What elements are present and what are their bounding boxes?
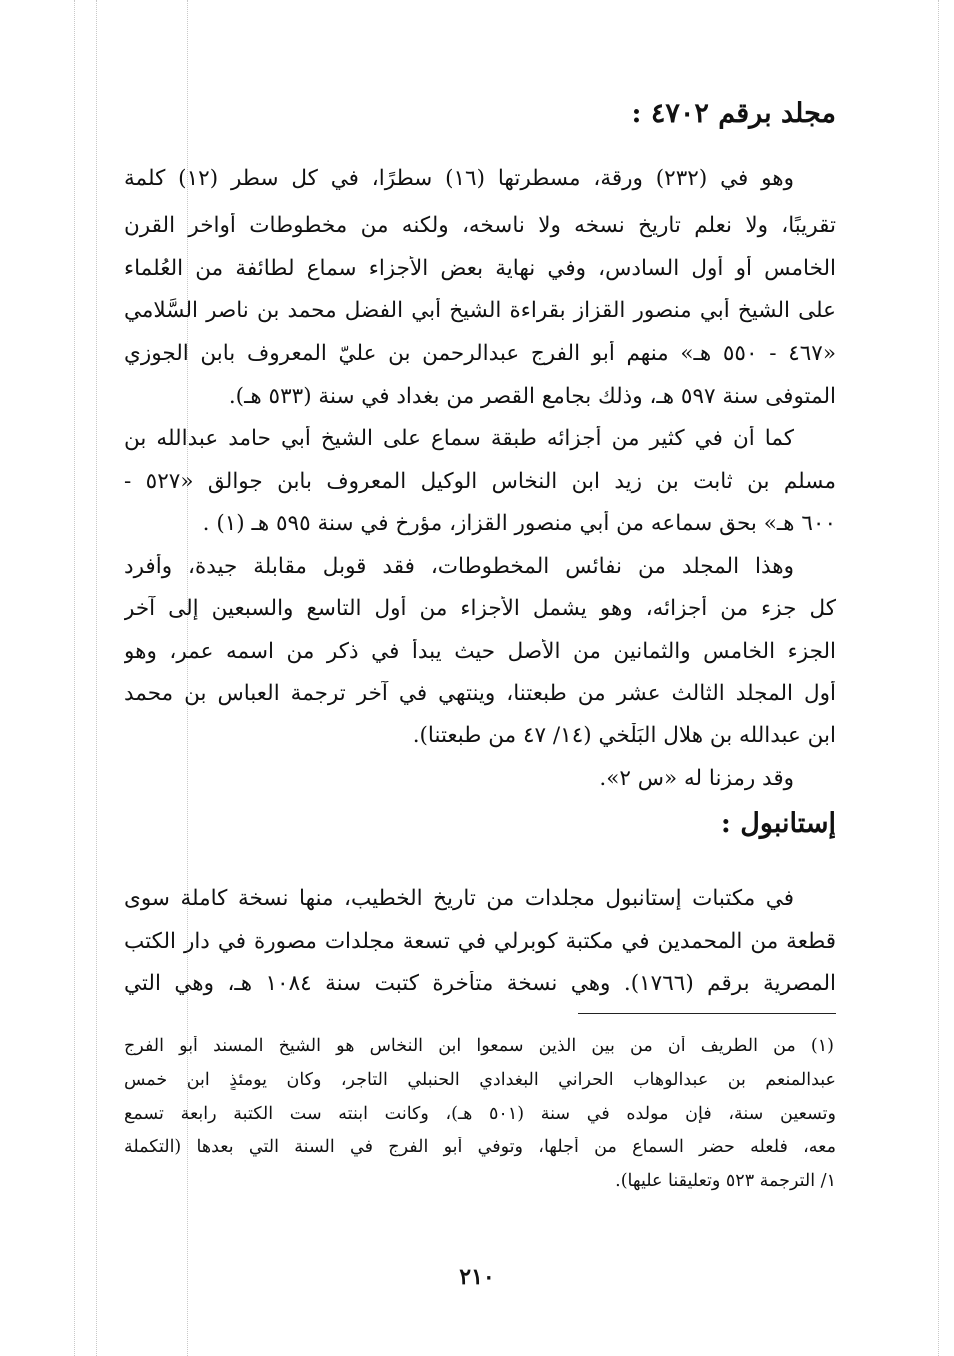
body-text-line: المصرية برقم (١٧٦٦). وهي نسخة متأخرة كتبت سنة ١٠٨٤ هـ، وهي التي (124, 971, 836, 996)
section-heading-istanbul: إستانبول : (720, 808, 836, 839)
body-text-line: كما أن في كثير من أجزائه طبقة سماع على الشيخ أبي حامد عبدالله بن (124, 426, 794, 451)
body-text-line: مسلم بن ثابت بن زيد ابن النخاس الوكيل المعروف بابن جوالق «٥٢٧ - (124, 469, 836, 494)
body-text-line: المتوفى سنة ٥٩٧ هـ، وذلك بجامع القصر من بغداد في سنة (٥٣٣ هـ). (228, 384, 836, 409)
footnote-line: معه، فلعله حضر السماع من أجلها، وتوفي أبو الفرج في السنة التي بعدها (التكملة (124, 1137, 836, 1157)
body-text-line: وهذا المجلد من نفائس المخطوطات، فقد قوبل مقابلة جيدة، وأُفرد (124, 554, 794, 579)
body-text-line: «٤٦٧ - ٥٥٠ هـ» منهم أبو الفرج عبدالرحمن بن عليّ المعروف بابن الجوزي (124, 341, 836, 366)
body-text-line: الخامس أو أول السادس، وفي نهاية بعض الأجزاء سماع لطائفة من العُلماء (124, 256, 836, 281)
body-text-line: كل جزء من أجزائه، وهو يشمل الأجزاء من أول التاسع والسبعين إلى آخر (124, 596, 836, 621)
footnote-separator (578, 1013, 836, 1014)
footnote-line: (١) من الطريف أن من بين الذين سمعوا ابن النخاس هو الشيخ المسند أبو الفرج (124, 1036, 834, 1056)
body-text-line: تقريبًا، ولا نعلم تاريخ نسخه ولا ناسخه، ولكنه من مخطوطات أواخر القرن (124, 213, 836, 238)
body-text-line: الجزء الخامس والثمانين من الأصل حيث يبدأ في ذكر من اسمه عمر، وهو (124, 639, 836, 664)
body-text-line: أول المجلد الثالث عشر من طبعتنا، وينتهي في آخر ترجمة العباس بن محمد (124, 681, 836, 706)
footnote-line: وتسعين سنة، فإن مولده في سنة (٥٠١ هـ)، وكانت ابنته ست الكتبة رابعة تسمع (124, 1104, 836, 1124)
scan-guide-line (96, 0, 97, 1356)
body-text-line: على الشيخ أبي منصور القزاز بقراءة الشيخ أبي الفضل محمد بن ناصر السَّلامي (124, 298, 836, 323)
page-number: ٢١٠ (459, 1264, 495, 1290)
body-text-line: وقد رمزنا له «س ٢». (599, 766, 794, 791)
footnote-line: عبدالمنعم بن عبدالوهاب الحراني البغدادي الحنبلي التاجر، وكان يومئذٍ ابن خمس (124, 1070, 836, 1090)
scan-guide-line (938, 0, 939, 1356)
section-heading-volume-4702: مجلد برقم ٤٧٠٢ : (631, 98, 836, 129)
body-text-line: ابن عبدالله بن هلال البَلْخي (١٤/ ٤٧ من طبعتنا). (412, 723, 836, 748)
body-text-line: في مكتبات إستانبول مجلدات من تاريخ الخطيب، منها نسخة كاملة سوى (124, 886, 794, 911)
body-text-line: ٦٠٠ هـ» بحق سماعه من أبي منصور القزاز، مؤرخ في سنة ٥٩٥ هـ (١) . (202, 511, 836, 536)
body-text-line: قطعة من المحمدين في مكتبة كوبرلي في تسعة مجلدات مصورة في دار الكتب (124, 929, 836, 954)
scan-guide-line (74, 0, 75, 1356)
footnote-line: ١/ الترجمة ٥٢٣ وتعليقنا عليها). (615, 1171, 836, 1191)
body-text-line: وهو في (٢٣٢) ورقة، مسطرتها (١٦) سطرًا، في كل سطر (١٢) كلمة (124, 166, 794, 191)
